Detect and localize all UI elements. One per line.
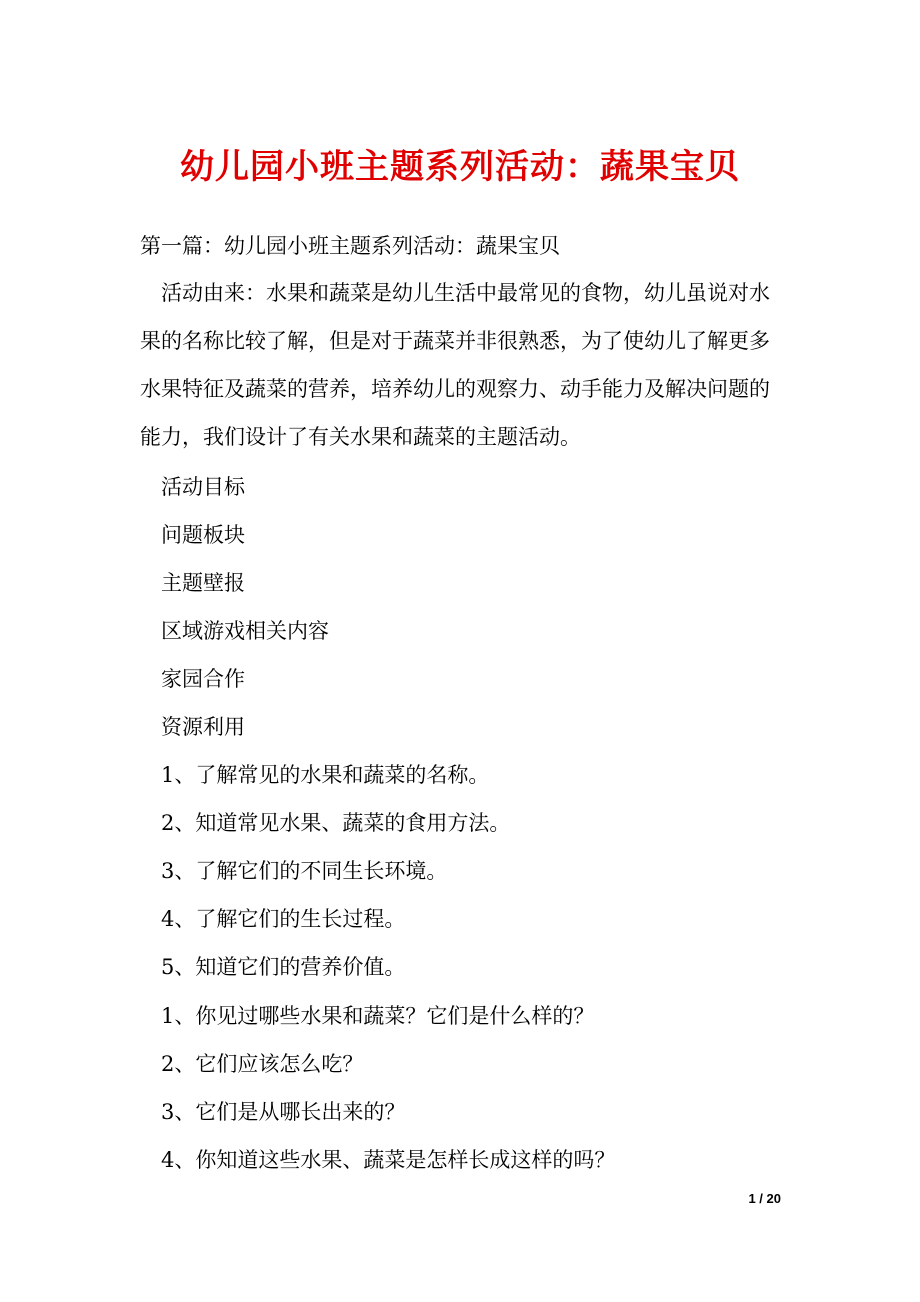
question-item: 1、你见过哪些水果和蔬菜？它们是什么样的？ bbox=[161, 1004, 595, 1028]
document-title: 幼儿园小班主题系列活动：蔬果宝贝 bbox=[180, 147, 740, 187]
goal-item: 4、了解它们的生长过程。 bbox=[161, 907, 406, 931]
question-item: 3、它们是从哪长出来的？ bbox=[161, 1100, 406, 1124]
outline-item: 家园合作 bbox=[161, 667, 245, 691]
outline-item: 区域游戏相关内容 bbox=[161, 619, 329, 643]
goal-item: 1、了解常见的水果和蔬菜的名称。 bbox=[161, 763, 490, 787]
question-item: 4、你知道这些水果、蔬菜是怎样长成这样的吗？ bbox=[161, 1148, 616, 1172]
outline-item: 活动目标 bbox=[161, 475, 245, 499]
goal-item: 5、知道它们的营养价值。 bbox=[161, 955, 406, 979]
intro-paragraph: 活动由来：水果和蔬菜是幼儿生活中最常见的食物，幼儿虽说对水果的名称比较了解，但是对于蔬菜并非很熟悉，为了使幼儿了解更多水果特征及蔬菜的营养，培养幼儿的观察力、动手能力及解决问题的能力，我们设计了有关水果和蔬菜的主题活动。 bbox=[140, 281, 770, 449]
outline-item: 主题壁报 bbox=[161, 571, 245, 595]
goal-item: 3、了解它们的不同生长环境。 bbox=[161, 859, 448, 883]
section-heading: 第一篇：幼儿园小班主题系列活动：蔬果宝贝 bbox=[140, 234, 560, 258]
outline-item: 资源利用 bbox=[161, 715, 245, 739]
page-number: 1 / 20 bbox=[748, 1191, 781, 1206]
question-item: 2、它们应该怎么吃？ bbox=[161, 1052, 364, 1076]
outline-item: 问题板块 bbox=[161, 523, 245, 547]
goal-item: 2、知道常见水果、蔬菜的食用方法。 bbox=[161, 811, 511, 835]
